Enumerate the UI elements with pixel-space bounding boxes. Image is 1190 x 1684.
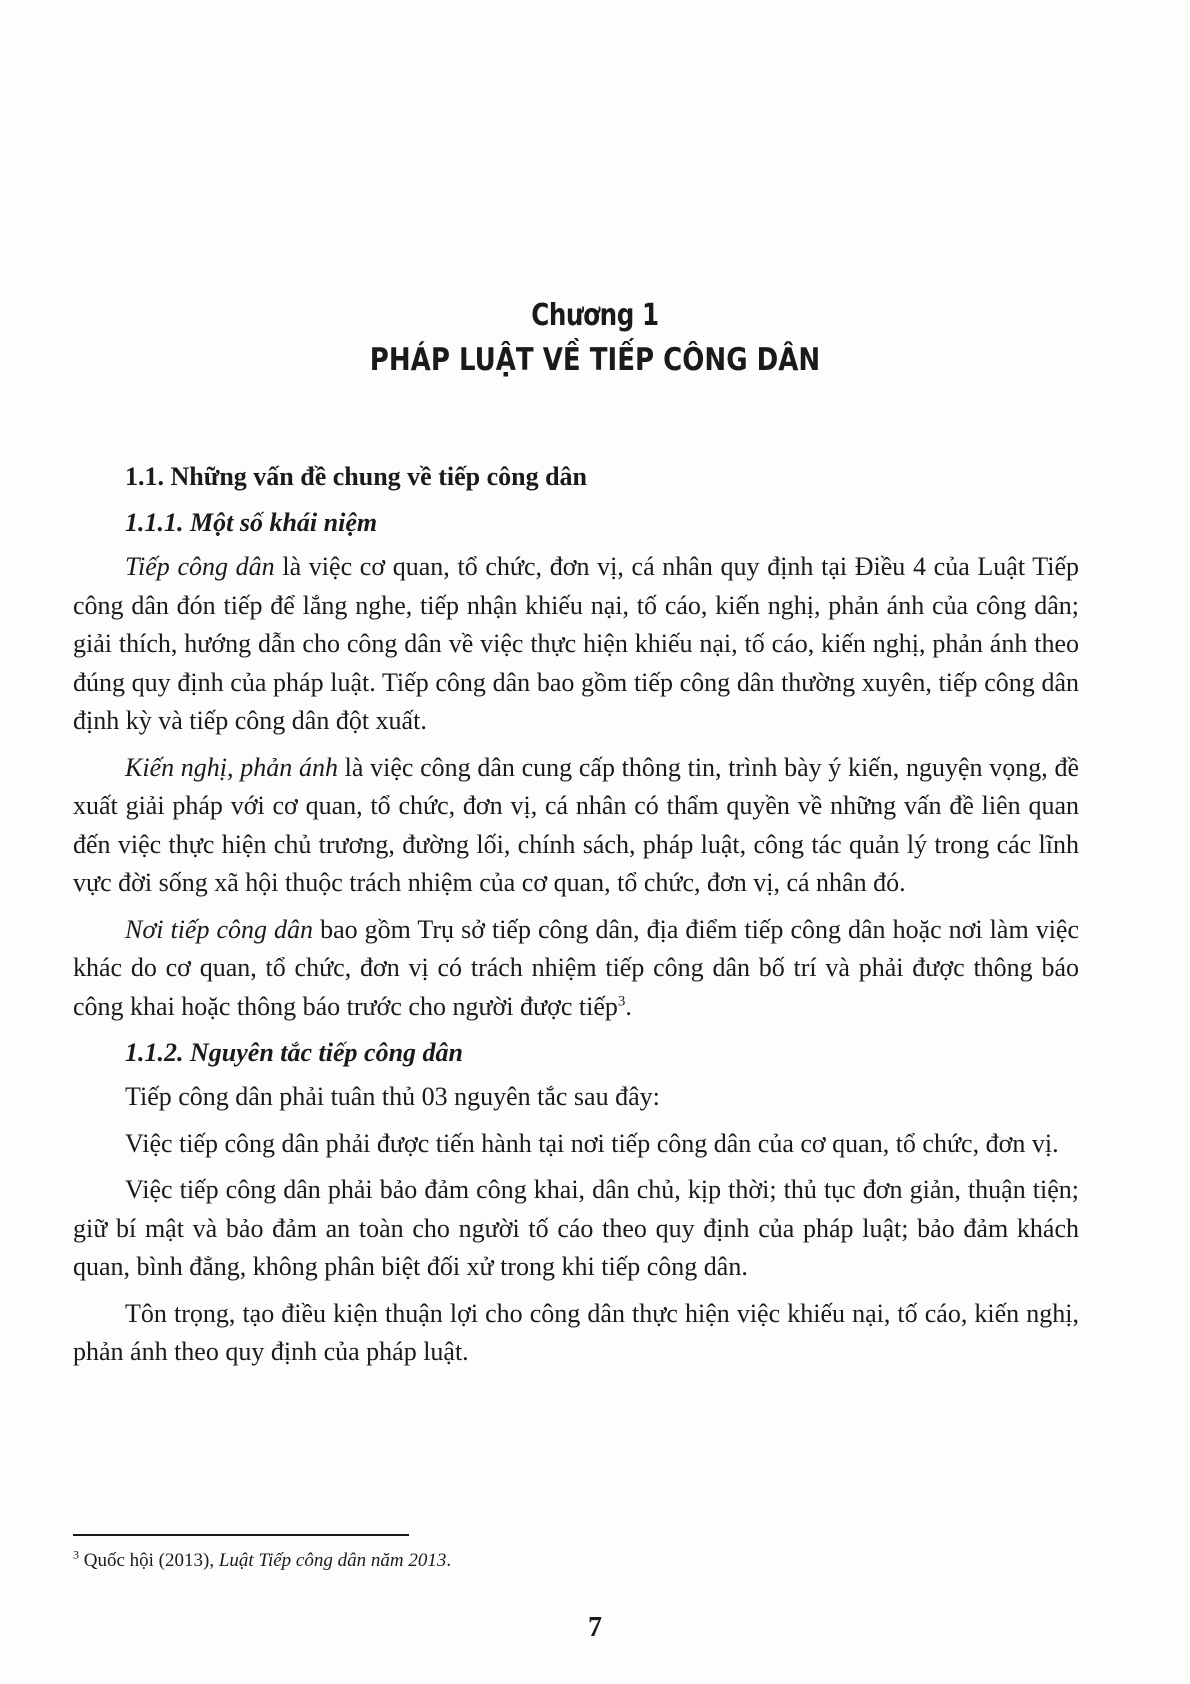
chapter-header: [0, 296, 1190, 382]
paragraph-definition-kien-nghi: [73, 749, 1079, 903]
paragraph-definition-noi-tiep: Nơi tiếp công dân bao gồm Trụ sở tiếp công dân, địa điểm tiếp công dân hoặc nơi làm việc khác do cơ quan, tổ chức, đơn vị có trách nhiệm tiếp công dân bố trí và phải được thông báo công khai hoặc thông báo trước cho người được tiếp$^3$.: [73, 914, 1080, 1021]
chapter-number: Chương 1: [531, 298, 659, 333]
definition-text: là việc công dân cung cấp thông tin, trình bày ý kiến, nguyện vọng, đề xuất giải pháp với cơ quan, tổ chức, đơn vị, cá nhân có thẩm quyền về những vấn đề liên quan đến việc thực hiện chủ trương, đường lối, chính sách, pháp luật, công tác quản lý trong các lĩnh vực đời sống xã hội thuộc trách nhiệm của cơ quan, tổ chức, đơn vị, cá nhân đó.: [73, 752, 1079, 897]
subsection-heading-principles: 1.1.2. Nguyên tắc tiếp công dân: [125, 1038, 463, 1067]
paragraph-principles-intro: Tiếp công dân phải tuân thủ 03 nguyên tắc sau đây:: [125, 1082, 660, 1111]
body-text: [73, 458, 1079, 1380]
footnote-divider: [73, 1534, 409, 1536]
paragraph-definition-tiep-cong-dan: [73, 548, 1079, 741]
footnote-reference[interactable]: 3: [617, 992, 626, 1009]
chapter-title: PHÁP LUẬT VỀ TIẾP CÔNG DÂN: [369, 342, 821, 378]
definition-text: là việc cơ quan, tổ chức, đơn vị, cá nhân quy định tại Điều 4 của Luật Tiếp công dân đón tiếp để lắng nghe, tiếp nhận khiếu nại, tố cáo, kiến nghị, phản ánh của công dân; giải thích, hướng dẫn cho công dân về việc thực hiện khiếu nại, tố cáo, kiến nghị, phản ánh theo đúng quy định của pháp luật. Tiếp công dân bao gồm tiếp công dân thường xuyên, tiếp công dân định kỳ và tiếp công dân đột xuất.: [73, 552, 1079, 735]
term-tiep-cong-dan: Tiếp công dân: [125, 552, 275, 581]
page-number: 7: [588, 1612, 602, 1643]
subsection-heading-concepts: 1.1.1. Một số khái niệm: [125, 508, 378, 537]
footnote-end: .: [446, 1550, 452, 1571]
footnote-marker: 3: [73, 1547, 79, 1562]
footnote-text: Quốc hội (2013),: [79, 1550, 219, 1571]
footnote: [73, 1548, 451, 1574]
paragraph-principle-1: Việc tiếp công dân phải được tiến hành tại nơi tiếp công dân của cơ quan, tổ chức, đơn vị.: [125, 1128, 1059, 1158]
term-kien-nghi-phan-anh: Kiến nghị, phản ánh: [125, 752, 338, 782]
paragraph-principle-2: Việc tiếp công dân phải bảo đảm công khai, dân chủ, kịp thời; thủ tục đơn giản, thuận tiện; giữ bí mật và bảo đảm an toàn cho người tố cáo theo quy định của pháp luật; bảo đảm khách quan, bình đẳng, không phân biệt đối xử trong khi tiếp công dân.: [73, 1175, 1079, 1281]
footnote-source-title: Luật Tiếp công dân năm 2013: [218, 1550, 447, 1571]
section-heading: 1.1. Những vấn đề chung về tiếp công dân: [125, 462, 588, 491]
paragraph-principle-3: Tôn trọng, tạo điều kiện thuận lợi cho công dân thực hiện việc khiếu nại, tố cáo, kiến nghị, phản ánh theo quy định của pháp luật.: [73, 1298, 1079, 1366]
definition-text: bao gồm Trụ sở tiếp công dân, địa điểm tiếp công dân hoặc nơi làm việc khác do cơ quan, tổ chức, đơn vị có trách nhiệm tiếp công dân bố trí và phải được thông báo công khai hoặc thông báo trước cho người được tiếp: [73, 914, 1080, 1021]
term-noi-tiep-cong-dan: Nơi tiếp công dân: [125, 914, 314, 944]
